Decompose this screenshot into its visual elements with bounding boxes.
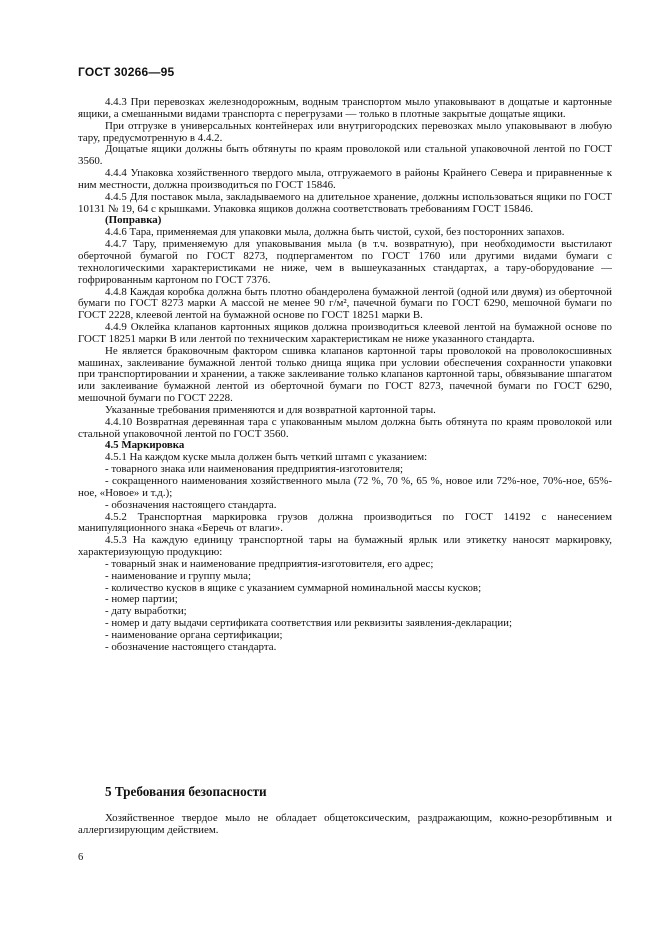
amendment-note: (Поправка) bbox=[105, 214, 162, 227]
paragraph-4-4-7: 4.4.7 Тару, применяемую для упаковывания мыла (в т.ч. возвратную), при необходимости выстилают оберточной бумагой по ГОСТ 8273, подпергаментом по ГОСТ 1760 или другими видами бумаги с технологическими характеристиками не ниже, чем в вышеуказанных стандартах, а тару-оборудование — гофрированным картоном по ГОСТ 7376. bbox=[78, 238, 612, 286]
list-item: - обозначение настоящего стандарта. bbox=[105, 640, 277, 653]
list-item: - товарный знак и наименование предприятия-изготовителя, его адрес; bbox=[105, 557, 434, 570]
paragraph-4-4-10: 4.4.10 Возвратная деревянная тара с упакованным мылом должна быть обтянута по краям проволокой или стальной упаковочной лентой по ГОСТ 3560. bbox=[78, 415, 612, 440]
paragraph-4-4-9: 4.4.9 Оклейка клапанов картонных ящиков должна производиться клеевой лентой на бумажной основе по ГОСТ 18251 марки В или лентой по техническим характеристикам не ниже указанного стандарта. bbox=[78, 321, 612, 345]
paragraph-4-4-8: 4.4.8 Каждая коробка должна быть плотно обандеролена бумажной лентой (одной или двумя) из оберточной бумаги по ГОСТ 8273 марки А массой не менее 90 г/м², пачечной бумаги по ГОСТ 6290, мешочной бумаги по ГОСТ 2228, клеевой лентой на бумажной основе по ГОСТ 18251 марки В. bbox=[78, 285, 612, 322]
safety-paragraph: Хозяйственное твердое мыло не обладает общетоксическим, раздражающим, кожно-резорбтивным и аллергизирующим действием. bbox=[78, 812, 612, 836]
page-number: 6 bbox=[78, 852, 84, 863]
paragraph-4-5-2: 4.5.2 Транспортная маркировка грузов должна производиться по ГОСТ 14192 с нанесением манипуляционного знака «Беречь от влаги». bbox=[78, 510, 612, 535]
list-item: - обозначения настоящего стандарта. bbox=[105, 498, 277, 511]
list-item: - номер партии; bbox=[105, 593, 178, 606]
list-item: - наименование и группу мыла; bbox=[105, 569, 251, 582]
list-item: - количество кусков в ящике с указанием суммарной номинальной массы кусков; bbox=[105, 581, 482, 594]
list-item: - сокращенного наименования хозяйственного мыла (72 %, 70 %, 65 %, новое или 72%-ное, 70%-ное, 65%-ное, «Новое» и т.д.); bbox=[78, 475, 612, 499]
subsection-heading-marking: 4.5 Маркировка bbox=[105, 439, 185, 452]
paragraph-wooden-boxes: Дощатые ящики должны быть обтянуты по краям проволокой или стальной упаковочной лентой по ГОСТ 3560. bbox=[78, 143, 612, 168]
paragraph-4-5-1: 4.5.1 На каждом куске мыла должен быть четкий штамп с указанием: bbox=[105, 451, 428, 464]
document-body bbox=[78, 97, 612, 654]
paragraph-4-4-3: 4.4.3 При перевозках железнодорожным, водным транспортом мыло упаковывают в дощатые и картонные ящики, а смешанными видами транспорта с перегрузами — только в плотные закрытые дощатые ящики. bbox=[78, 96, 612, 120]
paragraph-not-defect: Не является браковочным фактором сшивка клапанов картонной тары проволокой на проволокосшивных машинах, заклеивание бумажной лентой только днища ящика при условии обеспечения сохранности упаковки при транспортировании и хранении, а также заклеивание только клапанов картонной тары, обвязывание шпагатом или заклеивание бумажной лентой из оберточной бумаги по ГОСТ 8273, пачечной бумаги по ГОСТ 6290, мешочной бумаги по ГОСТ 2228. bbox=[78, 344, 612, 405]
paragraph-4-4-5: 4.4.5 Для поставок мыла, закладываемого на длительное хранение, должны использоваться ящики по ГОСТ 10131 № 19, 64 с крышками. Упаковка ящиков должна соответствовать требованиям ГОСТ 15846. bbox=[78, 190, 612, 215]
list-item: - дату выработки; bbox=[105, 605, 187, 618]
paragraph-4-4-6: 4.4.6 Тара, применяемая для упаковки мыла, должна быть чистой, сухой, без посторонних запахов. bbox=[105, 226, 565, 239]
paragraph-4-4-4: 4.4.4 Упаковка хозяйственного твердого мыла, отгружаемого в районы Крайнего Севера и приравненные к ним местности, должна производиться по ГОСТ 15846. bbox=[78, 167, 612, 191]
section-body bbox=[78, 813, 612, 837]
paragraph-returnable: Указанные требования применяются и для возвратной картонной тары. bbox=[105, 403, 436, 416]
list-item: - наименование органа сертификации; bbox=[105, 628, 283, 641]
list-item: - товарного знака или наименования предприятия-изготовителя; bbox=[105, 463, 404, 476]
standard-header: ГОСТ 30266—95 bbox=[78, 65, 175, 79]
paragraph-4-5-3: 4.5.3 На каждую единицу транспортной тары на бумажный ярлык или этикетку наносят маркировку, характеризующую продукцию: bbox=[78, 534, 612, 559]
paragraph-containers: При отгрузке в универсальных контейнерах или внутригородских перевозках мыло упаковывают в любую тару, предусмотренную в 4.4.2. bbox=[78, 119, 612, 144]
section-heading: 5 Требования безопасности bbox=[105, 784, 267, 799]
list-item: - номер и дату выдачи сертификата соответствия или реквизиты заявления-декларации; bbox=[105, 617, 513, 630]
